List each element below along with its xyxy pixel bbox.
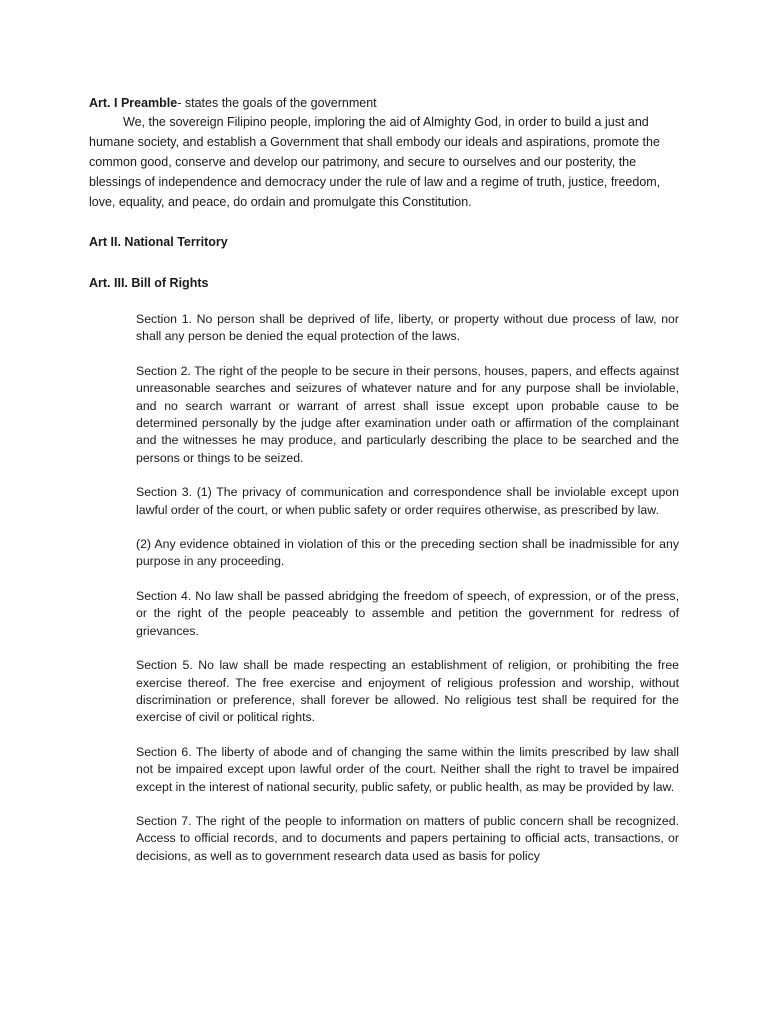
section-7: Section 7. The right of the people to information on matters of public concern shall be recognized. Access to official records, and to documents and papers pertaining to official acts, transactions, or decisions, as well as to government research data used as basis for policy <box>136 813 679 863</box>
bill-of-rights-sections <box>136 311 679 865</box>
article-2-title: Art II. National Territory <box>89 235 228 249</box>
article-1-title: Art. I Preamble <box>89 96 178 110</box>
section-3-2: (2) Any evidence obtained in violation of this or the preceding section shall be inadmissible for any purpose in any proceeding. <box>136 537 679 569</box>
preamble-text: We, the sovereign Filipino people, imploring the aid of Almighty God, in order to build a just and humane society, and establish a Government that shall embody our ideals and aspirations, promote the common good, conserve and develop our patrimony, and secure to ourselves and our posterity, the blessings of independence and democracy under the rule of law and a regime of truth, justice, freedom, love, equality, and peace, do ordain and promulgate this Constitution. <box>89 115 661 209</box>
section-6: Section 6. The liberty of abode and of changing the same within the limits prescribed by law shall not be impaired except upon lawful order of the court. Neither shall the right to travel be impaired except in the interest of national security, public safety, or public health, as may be provided by law. <box>136 744 679 794</box>
section-2: Section 2. The right of the people to be secure in their persons, houses, papers, and effects against unreasonable searches and seizures of whatever nature and for any purpose shall be inviolable, and no search warrant or warrant of arrest shall issue except upon probable cause to be determined personally by the judge after examination under oath or affirmation of the complainant and the witnesses he may produce, and particularly describing the place to be searched and the persons or things to be seized. <box>136 363 679 465</box>
article-3-heading <box>89 273 208 293</box>
article-1-subtitle: - states the goals of the government <box>177 96 377 110</box>
section-3-1: Section 3. (1) The privacy of communication and correspondence shall be inviolable except upon lawful order of the court, or when public safety or order requires otherwise, as prescribed by law. <box>136 485 679 517</box>
article-3-title: Art. III. Bill of Rights <box>89 276 209 290</box>
article-2-heading <box>89 232 228 252</box>
section-1: Section 1. No person shall be deprived of life, liberty, or property without due process of law, nor shall any person be denied the equal protection of the laws. <box>136 312 679 344</box>
article-1-heading <box>89 93 377 113</box>
section-4: Section 4. No law shall be passed abridging the freedom of speech, of expression, or of the press, or the right of the people peaceably to assemble and petition the government for redress of grievances. <box>136 588 679 638</box>
section-5: Section 5. No law shall be made respecting an establishment of religion, or prohibiting the free exercise thereof. The free exercise and enjoyment of religious profession and worship, without discrimination or preference, shall forever be allowed. No religious test shall be required for the exercise of civil or political rights. <box>136 658 679 725</box>
